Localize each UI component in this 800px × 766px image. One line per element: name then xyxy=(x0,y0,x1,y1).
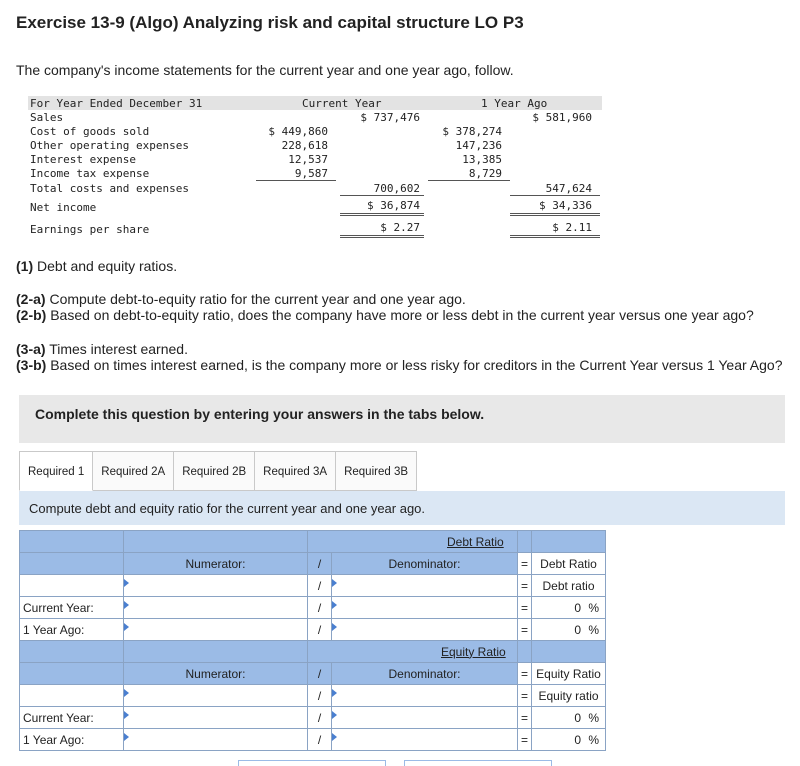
requirement-3b: (3-b) Based on times interest earned, is the company more or less risky for creditors in the Current Year versus 1 Year Ago? xyxy=(16,357,783,373)
equity-row-label-prior: 1 Year Ago: xyxy=(20,729,124,751)
debt-ratio-table: Debt Ratio Numerator: / Denominator: = Debt Ratio / = Debt ratio Current Year: / = 0 % 1 Year Ago: / = 0 % xyxy=(19,530,606,641)
page-title: Exercise 13-9 (Algo) Analyzing risk and capital structure LO P3 xyxy=(16,13,524,32)
tax-current: 9,587 xyxy=(294,167,328,180)
eps-current: $ 2.27 xyxy=(380,221,420,234)
income-statement xyxy=(28,96,602,244)
debt-row-label-prior: 1 Year Ago: xyxy=(20,619,124,641)
equity-header-equals: = xyxy=(518,663,532,685)
compute-instruction-box xyxy=(19,491,785,525)
net-income-label: Net income xyxy=(30,201,97,214)
other-prior: 147,236 xyxy=(455,139,502,152)
debt-result-current: 0 % xyxy=(532,597,606,619)
equity-numerator-prior-input[interactable] xyxy=(124,729,308,751)
equity-denominator-select[interactable] xyxy=(332,685,518,707)
requirement-2b: (2-b) Based on debt-to-equity ratio, does the company have more or less debt in the current year versus one year ago? xyxy=(16,307,754,323)
debt-denominator-header: Denominator: xyxy=(332,553,518,575)
total-rule-current xyxy=(340,195,424,196)
instructions-text: Complete this question by entering your answers in the tabs below. xyxy=(35,406,485,422)
sales-label: Sales xyxy=(30,111,64,124)
instructions-box xyxy=(19,395,785,443)
tab-required-3b[interactable]: Required 3B xyxy=(336,451,417,491)
intro-text: The company's income statements for the current year and one year ago, follow. xyxy=(16,62,514,78)
net-income-current: $ 36,874 xyxy=(367,199,420,212)
equity-result-prior: 0 % xyxy=(532,729,606,751)
sales-current: $ 737,476 xyxy=(360,111,420,124)
tab-required-3a[interactable]: Required 3A xyxy=(255,451,336,491)
eps-prior: $ 2.11 xyxy=(552,221,592,234)
equity-numerator-header: Numerator: xyxy=(124,663,308,685)
equity-header-slash: / xyxy=(308,663,332,685)
total-rule-prior xyxy=(510,195,600,196)
other-label: Other operating expenses xyxy=(30,139,189,152)
debt-denominator-prior-input[interactable] xyxy=(332,619,518,641)
equity-numerator-current-input[interactable] xyxy=(124,707,308,729)
cogs-prior: $ 378,274 xyxy=(442,125,502,138)
equity-row-label-current: Current Year: xyxy=(20,707,124,729)
debt-numerator-header: Numerator: xyxy=(124,553,308,575)
equity-result-label: Equity ratio xyxy=(532,685,606,707)
equity-result-header: Equity Ratio xyxy=(532,663,606,685)
requirement-3a: (3-a) Times interest earned. xyxy=(16,341,188,357)
cogs-current: $ 449,860 xyxy=(268,125,328,138)
debt-result-header: Debt Ratio xyxy=(532,553,606,575)
net-income-prior: $ 34,336 xyxy=(539,199,592,212)
debt-header-equals: = xyxy=(518,553,532,575)
subtotal-rule-prior xyxy=(428,180,510,181)
eps-label: Earnings per share xyxy=(30,223,150,236)
tax-prior: 8,729 xyxy=(468,167,502,180)
other-current: 228,618 xyxy=(281,139,328,152)
net-income-double-rule-prior xyxy=(510,213,600,216)
interest-prior: 13,385 xyxy=(462,153,502,166)
tax-label: Income tax expense xyxy=(30,167,150,180)
debt-numerator-current-input[interactable] xyxy=(124,597,308,619)
total-current: 700,602 xyxy=(373,182,420,195)
debt-result-prior: 0 % xyxy=(532,619,606,641)
eps-double-rule-current xyxy=(340,235,424,238)
equity-denominator-current-input[interactable] xyxy=(332,707,518,729)
debt-row-label-current: Current Year: xyxy=(20,597,124,619)
next-nav-button[interactable] xyxy=(404,760,552,766)
debt-numerator-prior-input[interactable] xyxy=(124,619,308,641)
col-current-year: Current Year xyxy=(302,97,382,110)
debt-header-slash: / xyxy=(308,553,332,575)
tab-required-2a[interactable]: Required 2A xyxy=(93,451,174,491)
debt-numerator-select[interactable] xyxy=(124,575,308,597)
total-label: Total costs and expenses xyxy=(30,182,189,195)
prev-nav-button[interactable] xyxy=(238,760,386,766)
tab-required-1[interactable]: Required 1 xyxy=(19,451,93,491)
interest-label: Interest expense xyxy=(30,153,136,166)
col-label: For Year Ended December 31 xyxy=(30,97,203,110)
equity-ratio-table: Equity Ratio Numerator: / Denominator: = Equity Ratio / = Equity ratio Current Year: / = 0 % 1 Year Ago: / = 0 % xyxy=(19,640,606,751)
interest-current: 12,537 xyxy=(288,153,328,166)
col-prior-year: 1 Year Ago xyxy=(481,97,548,110)
equity-ratio-title: Equity Ratio xyxy=(441,644,506,659)
tab-bar xyxy=(19,451,417,491)
equity-result-current: 0 % xyxy=(532,707,606,729)
compute-instruction-text: Compute debt and equity ratio for the current year and one year ago. xyxy=(29,501,426,516)
requirement-2a: (2-a) Compute debt-to-equity ratio for the current year and one year ago. xyxy=(16,291,466,307)
debt-denominator-current-input[interactable] xyxy=(332,597,518,619)
debt-result-label: Debt ratio xyxy=(532,575,606,597)
requirement-1: (1) Debt and equity ratios. xyxy=(16,258,178,274)
debt-ratio-title: Debt Ratio xyxy=(447,534,504,549)
cogs-label: Cost of goods sold xyxy=(30,125,150,138)
eps-double-rule-prior xyxy=(510,235,600,238)
subtotal-rule-current xyxy=(256,180,336,181)
sales-prior: $ 581,960 xyxy=(532,111,592,124)
debt-denominator-select[interactable] xyxy=(332,575,518,597)
equity-denominator-header: Denominator: xyxy=(332,663,518,685)
net-income-double-rule-current xyxy=(340,213,424,216)
tab-required-2b[interactable]: Required 2B xyxy=(174,451,255,491)
equity-numerator-select[interactable] xyxy=(124,685,308,707)
equity-denominator-prior-input[interactable] xyxy=(332,729,518,751)
total-prior: 547,624 xyxy=(545,182,592,195)
